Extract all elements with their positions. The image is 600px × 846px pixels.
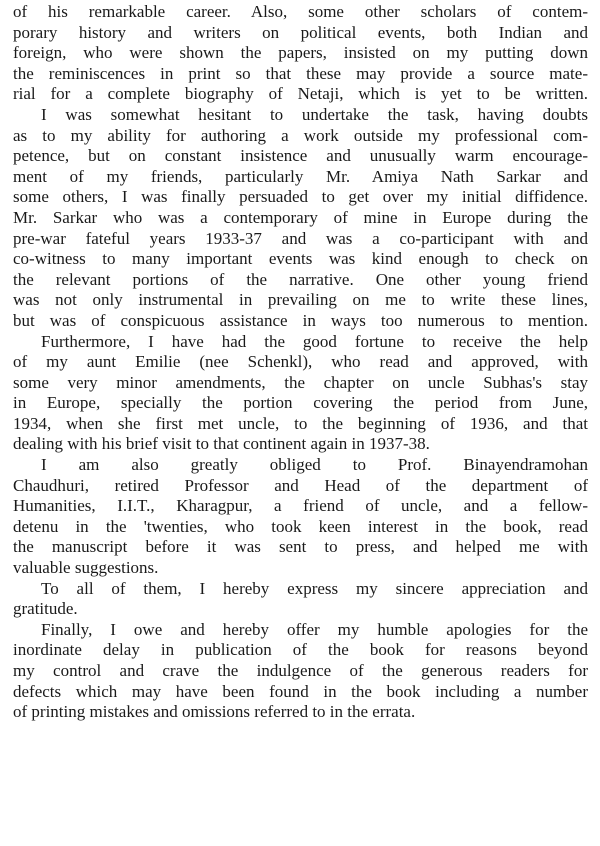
paragraph-4 — [13, 455, 588, 579]
text-line: detenu in the 'twenties, who took keen interest in the book, read — [13, 516, 588, 536]
paragraph-3 — [13, 332, 588, 456]
text-line: I am also greatly obliged to Prof. Binayendramohan — [41, 455, 588, 475]
paragraph-1 — [13, 2, 588, 105]
paragraph-6 — [13, 620, 588, 723]
text-line: Finally, I owe and hereby offer my humble apologies for the — [41, 619, 588, 639]
text-line: 1934, when she first met uncle, to the beginning of 1936, and that — [13, 413, 588, 433]
text-line: the manuscript before it was sent to press, and helped me with — [13, 537, 588, 557]
text-line: defects which may have been found in the book including a number — [13, 681, 588, 701]
text-line: Humanities, I.I.T., Kharagpur, a friend of uncle, and a fellow- — [13, 496, 588, 516]
text-line: dealing with his brief visit to that continent again in 1937-38. — [13, 434, 430, 454]
text-line: was not only instrumental in prevailing on me to write these lines, — [13, 290, 588, 310]
text-line: I was somewhat hesitant to undertake the task, having doubts — [41, 104, 588, 124]
paragraph-5 — [13, 579, 588, 620]
text-line: the reminiscences in print so that these may provide a source mate- — [13, 63, 588, 83]
text-line: my control and crave the indulgence of the generous readers for — [13, 661, 588, 680]
text-line: ment of my friends, particularly Mr. Amiya Nath Sarkar and — [13, 166, 588, 186]
text-line: in Europe, specially the portion covering the period from June, — [13, 393, 588, 413]
text-line: but was of conspicuous assistance in ways too numerous to mention. — [13, 310, 588, 330]
text-line: the relevant portions of the narrative. One other young friend — [13, 269, 588, 289]
paragraph-2 — [13, 105, 588, 332]
page-text — [13, 2, 588, 723]
text-line: foreign, who were shown the papers, insisted on my putting down — [13, 43, 588, 63]
text-line: valuable suggestions. — [13, 558, 159, 578]
text-line: some others, I was finally persuaded to get over my initial diffidence. — [13, 187, 588, 207]
text-line: gratitude. — [13, 599, 78, 619]
text-line: pre-war fateful years 1933-37 and was a co-participant with and — [13, 228, 588, 248]
text-line: porary history and writers on political events, both Indian and — [13, 22, 588, 42]
text-line: rial for a complete biography of Netaji, which is yet to be written. — [13, 84, 588, 104]
text-line: of printing mistakes and omissions referred to in the errata. — [13, 702, 416, 722]
text-line: Chaudhuri, retired Professor and Head of the department of — [13, 475, 588, 495]
text-line: Mr. Sarkar who was a contemporary of mine in Europe during the — [13, 207, 588, 227]
text-line: co-witness to many important events was kind enough to check on — [13, 249, 588, 269]
text-line: Furthermore, I have had the good fortune to receive the help — [41, 331, 588, 351]
text-line: as to my ability for authoring a work outside my professional com- — [13, 125, 588, 145]
text-line: of his remarkable career. Also, some other scholars of contem- — [13, 2, 588, 21]
text-line: petence, but on constant insistence and unusually warm encourage- — [13, 146, 588, 166]
text-line: some very minor amendments, the chapter on uncle Subhas's stay — [13, 372, 588, 392]
text-line: To all of them, I hereby express my sincere appreciation and — [41, 578, 588, 598]
text-line: of my aunt Emilie (nee Schenkl), who read and approved, with — [13, 352, 588, 372]
text-line: inordinate delay in publication of the book for reasons beyond — [13, 640, 588, 660]
